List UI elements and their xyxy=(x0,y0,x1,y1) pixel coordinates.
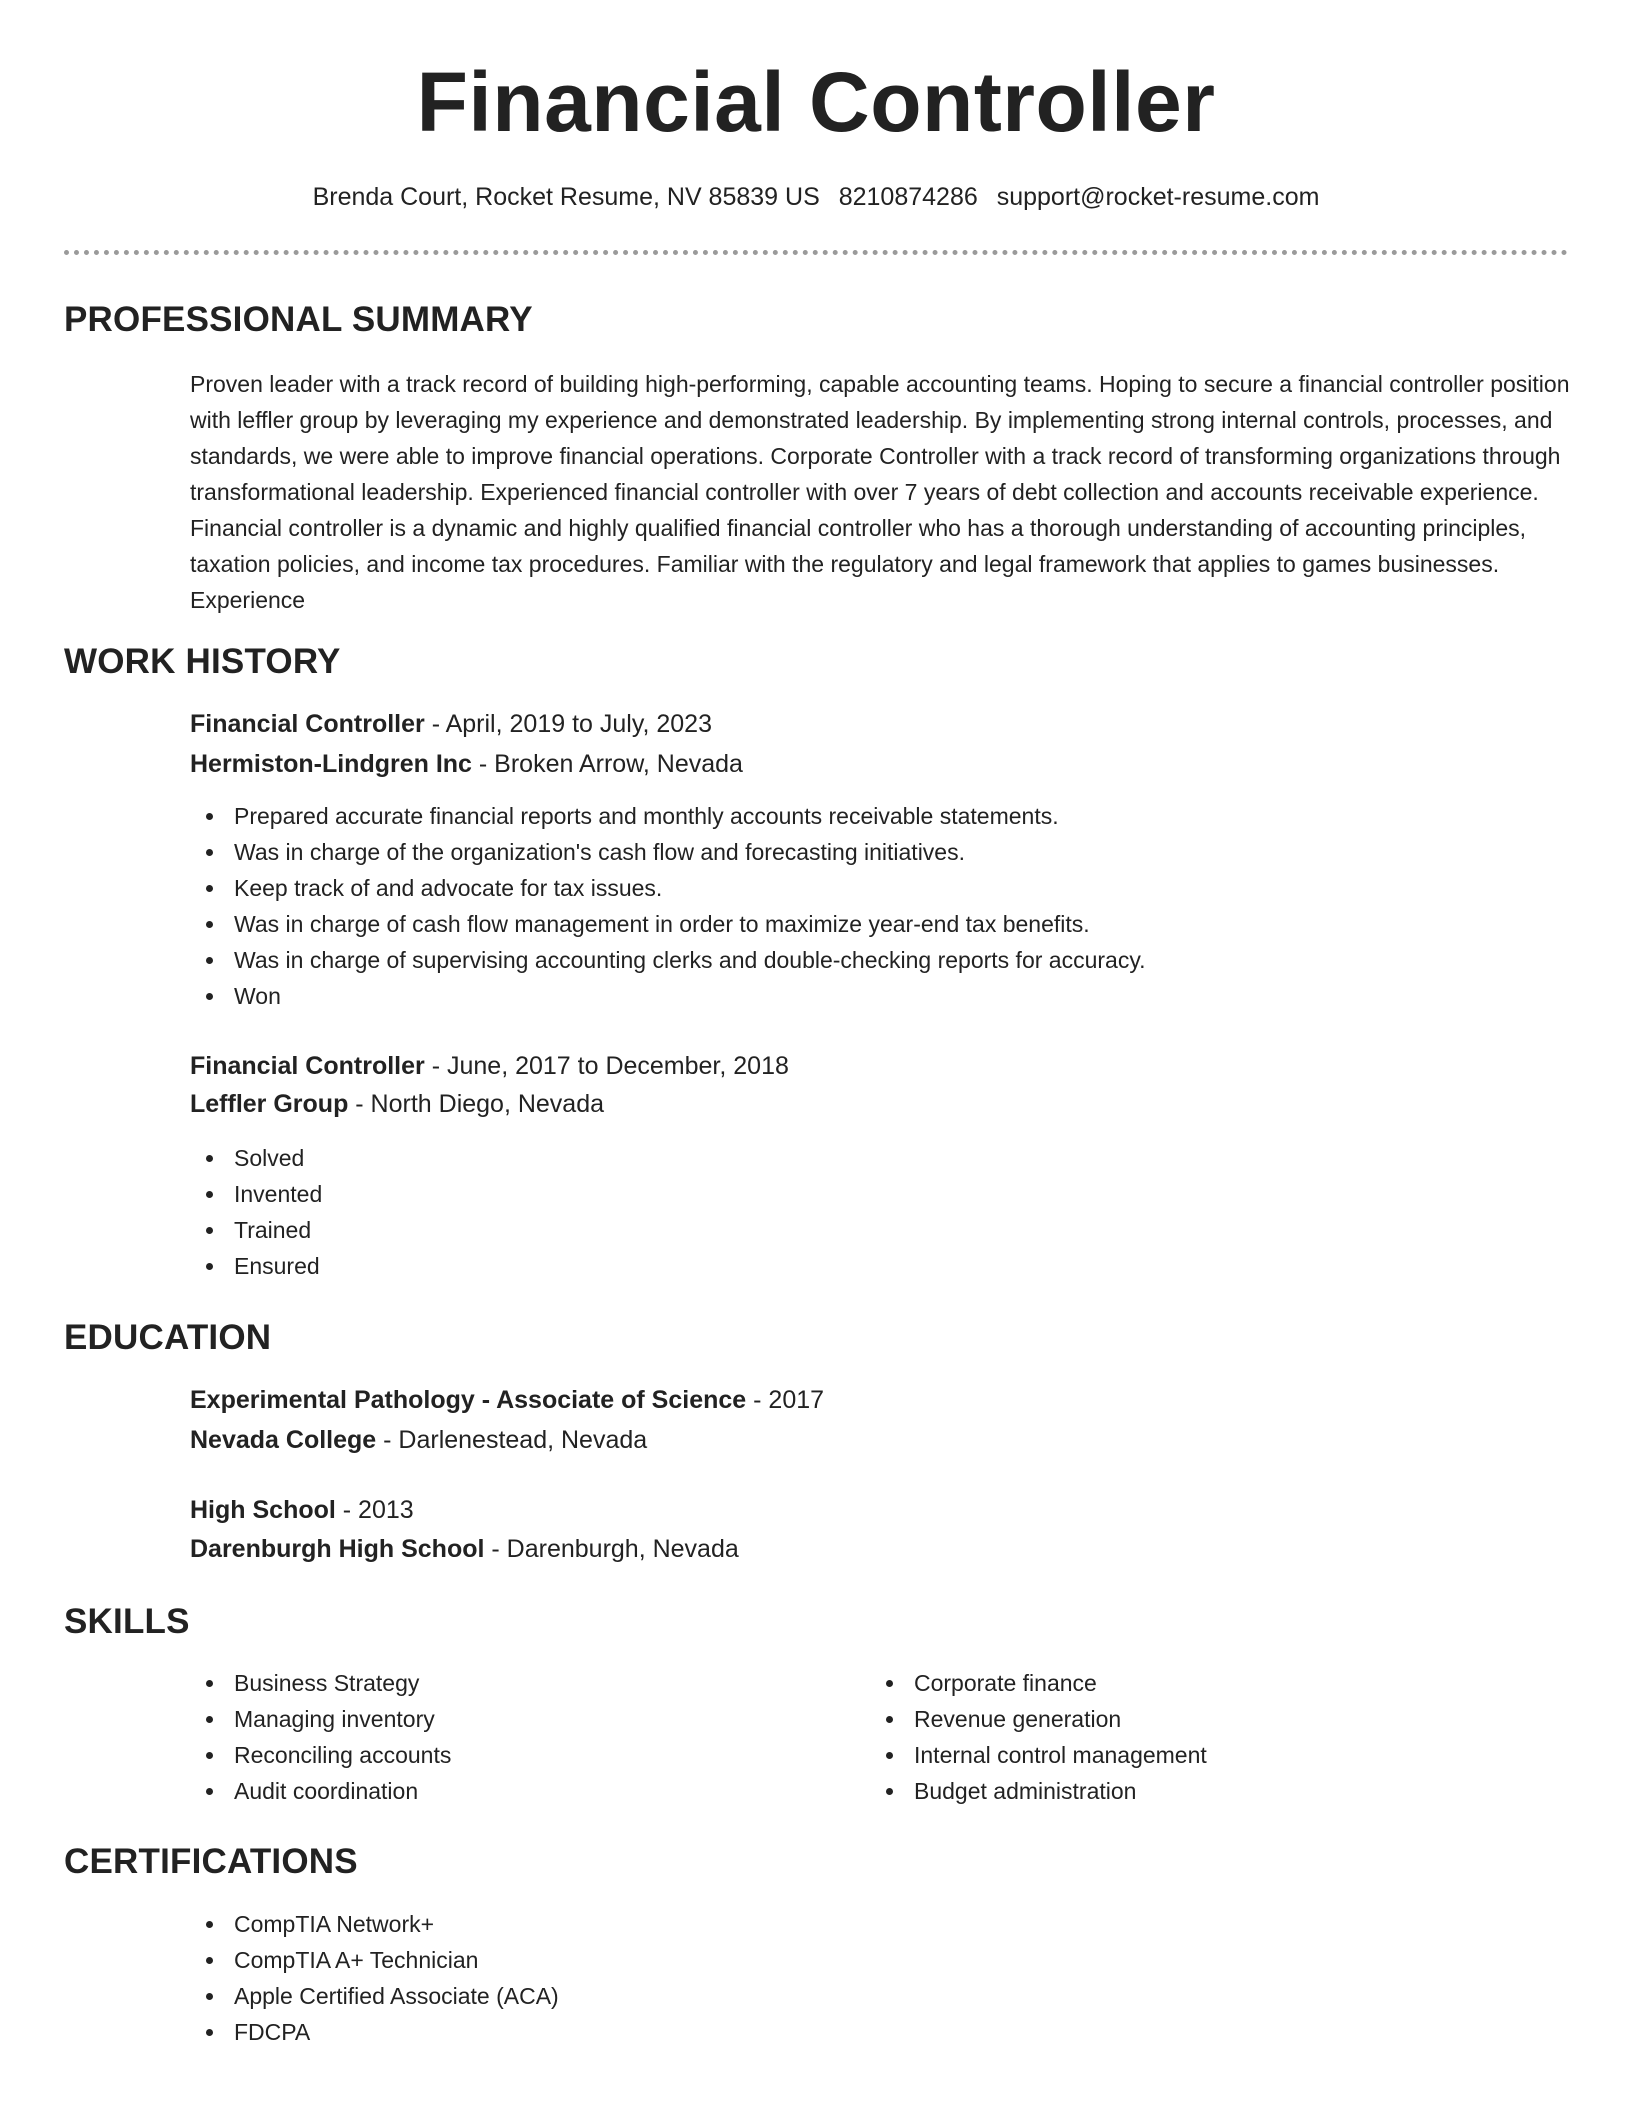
list-item: CompTIA A+ Technician xyxy=(190,1942,559,1978)
list-item: Revenue generation xyxy=(870,1701,1207,1737)
job-role: Financial Controller xyxy=(190,1052,425,1080)
contact-email: support@rocket-resume.com xyxy=(996,183,1320,211)
list-item: Business Strategy xyxy=(190,1665,451,1701)
section-title-education: EDUCATION xyxy=(64,1318,272,1357)
list-item: Audit coordination xyxy=(190,1773,451,1809)
list-item: Budget administration xyxy=(870,1773,1207,1809)
resume-name: Financial Controller xyxy=(416,55,1216,149)
list-item: Was in charge of the organization's cash flow and forecasting initiatives. xyxy=(190,834,1146,870)
summary-text: Proven leader with a track record of building high-performing, capable accounting teams. Hoping to secure a financial controller position with leffler group by leveraging my experience and demonstrated leadership. By implementing strong internal controls, processes, and standards, we were able to improve financial operations. Corporate Controller with a track record of transforming organizations through transformational leadership. Experienced financial controller with over 7 years of debt collection and accounts receivable experience. Financial controller is a dynamic and highly qualified financial controller who has a thorough understanding of accounting principles, taxation policies, and income tax procedures. Familiar with the regulatory and legal framework that applies to games businesses. Experience xyxy=(190,371,1570,613)
education-year: - 2017 xyxy=(746,1386,825,1414)
job-company: Leffler Group xyxy=(190,1090,349,1118)
contact-address: Brenda Court, Rocket Resume, NV 85839 US xyxy=(312,183,820,211)
education-school: Darenburgh High School xyxy=(190,1535,485,1563)
section-title-work-history: WORK HISTORY xyxy=(64,642,341,681)
education-degree: Experimental Pathology - Associate of Science xyxy=(190,1386,747,1414)
certifications-list xyxy=(190,1906,559,2050)
education-year: - 2013 xyxy=(335,1496,414,1524)
job-bullets xyxy=(190,798,1146,1014)
list-item: FDCPA xyxy=(190,2014,559,2050)
list-item: Was in charge of supervising accounting clerks and double-checking reports for accuracy. xyxy=(190,942,1146,978)
job-dates: - April, 2019 to July, 2023 xyxy=(424,710,712,738)
contact-phone: 8210874286 xyxy=(838,183,978,211)
job-title-line xyxy=(190,1048,789,1084)
list-item: Prepared accurate financial reports and monthly accounts receivable statements. xyxy=(190,798,1146,834)
job-location: - North Diego, Nevada xyxy=(348,1090,605,1118)
job-company: Hermiston-Lindgren Inc xyxy=(190,750,472,778)
skills-list-left xyxy=(190,1665,451,1809)
education-degree-line xyxy=(190,1382,824,1418)
list-item: Keep track of and advocate for tax issues. xyxy=(190,870,1146,906)
section-title-summary: PROFESSIONAL SUMMARY xyxy=(64,300,533,339)
job-role: Financial Controller xyxy=(190,710,425,738)
education-degree: High School xyxy=(190,1496,336,1524)
list-item: Internal control management xyxy=(870,1737,1207,1773)
list-item: Managing inventory xyxy=(190,1701,451,1737)
contact-line xyxy=(0,180,1632,214)
job-title-line xyxy=(190,706,712,742)
education-location: - Darenburgh, Nevada xyxy=(484,1535,739,1563)
skills-list-right xyxy=(870,1665,1207,1809)
list-item: Was in charge of cash flow management in order to maximize year-end tax benefits. xyxy=(190,906,1146,942)
education-location: - Darlenestead, Nevada xyxy=(376,1426,648,1454)
list-item: Invented xyxy=(190,1176,322,1212)
list-item: CompTIA Network+ xyxy=(190,1906,559,1942)
job-company-line xyxy=(190,746,743,782)
education-degree-line xyxy=(190,1492,414,1528)
job-location: - Broken Arrow, Nevada xyxy=(471,750,743,778)
header-divider xyxy=(64,250,1568,255)
job-dates: - June, 2017 to December, 2018 xyxy=(424,1052,789,1080)
section-title-certifications: CERTIFICATIONS xyxy=(64,1842,358,1881)
list-item: Reconciling accounts xyxy=(190,1737,451,1773)
section-title-skills: SKILLS xyxy=(64,1602,190,1641)
list-item: Won xyxy=(190,978,1146,1014)
education-school-line xyxy=(190,1531,739,1567)
list-item: Apple Certified Associate (ACA) xyxy=(190,1978,559,2014)
education-school-line xyxy=(190,1422,647,1458)
list-item: Ensured xyxy=(190,1248,322,1284)
list-item: Trained xyxy=(190,1212,322,1248)
job-bullets xyxy=(190,1140,322,1284)
job-company-line xyxy=(190,1086,604,1122)
list-item: Corporate finance xyxy=(870,1665,1207,1701)
education-school: Nevada College xyxy=(190,1426,377,1454)
list-item: Solved xyxy=(190,1140,322,1176)
